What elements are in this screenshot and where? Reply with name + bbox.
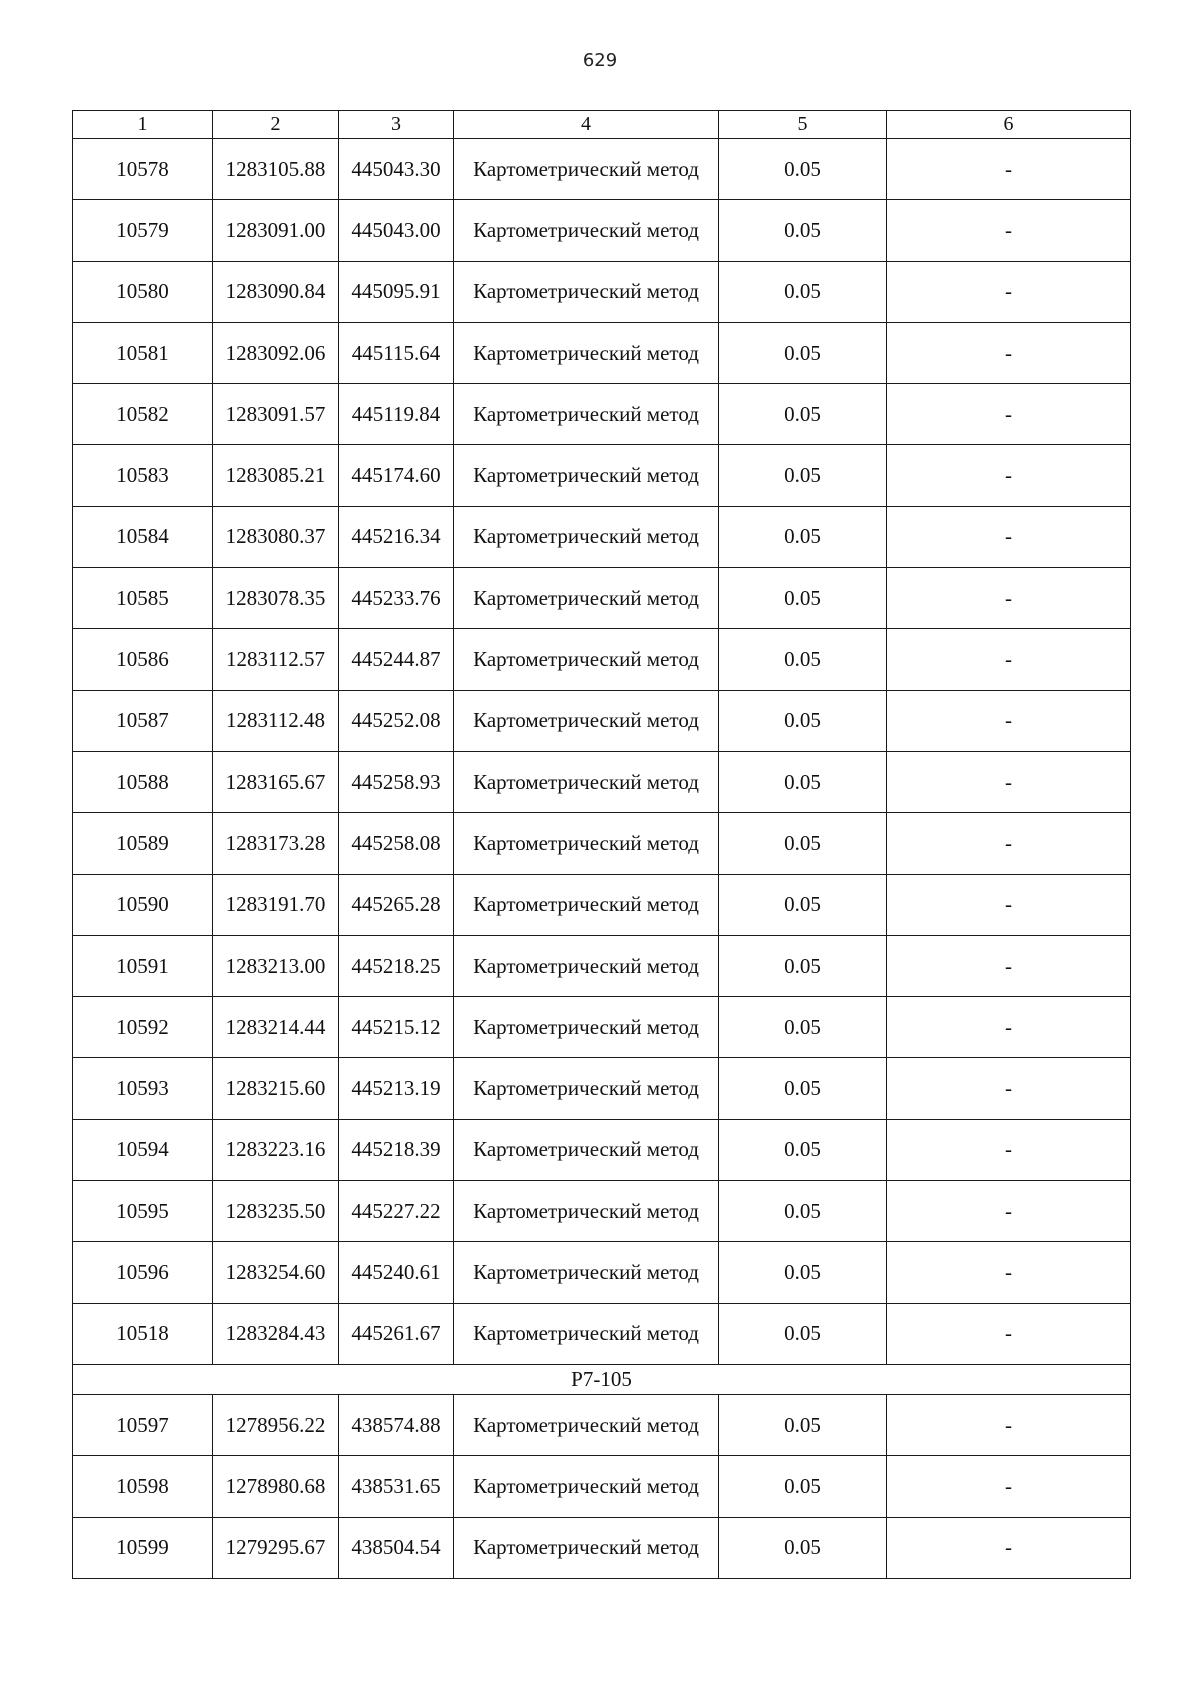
- method-cell: Картометрический метод: [454, 1242, 719, 1303]
- point-id-cell: 10585: [73, 568, 213, 629]
- method-cell: Картометрический метод: [454, 751, 719, 812]
- accuracy-cell: 0.05: [719, 506, 887, 567]
- note-cell: -: [887, 751, 1131, 812]
- method-cell: Картометрический метод: [454, 506, 719, 567]
- table-row: [73, 1119, 1131, 1180]
- accuracy-cell: 0.05: [719, 445, 887, 506]
- header-col-6: 6: [887, 111, 1131, 139]
- y-coordinate-cell: 445215.12: [339, 997, 454, 1058]
- y-coordinate-cell: 445043.00: [339, 200, 454, 261]
- x-coordinate-cell: 1283191.70: [213, 874, 339, 935]
- method-cell: Картометрический метод: [454, 935, 719, 996]
- x-coordinate-cell: 1283235.50: [213, 1181, 339, 1242]
- table-row: [73, 1394, 1131, 1455]
- table-row: [73, 322, 1131, 383]
- x-coordinate-cell: 1283284.43: [213, 1303, 339, 1364]
- method-cell: Картометрический метод: [454, 200, 719, 261]
- point-id-cell: 10586: [73, 629, 213, 690]
- method-cell: Картометрический метод: [454, 997, 719, 1058]
- x-coordinate-cell: 1279295.67: [213, 1517, 339, 1578]
- y-coordinate-cell: 445095.91: [339, 261, 454, 322]
- table-row: [73, 384, 1131, 445]
- method-cell: Картометрический метод: [454, 1058, 719, 1119]
- table-row: [73, 139, 1131, 200]
- method-cell: Картометрический метод: [454, 1303, 719, 1364]
- y-coordinate-cell: 438574.88: [339, 1394, 454, 1455]
- y-coordinate-cell: 445244.87: [339, 629, 454, 690]
- point-id-cell: 10582: [73, 384, 213, 445]
- y-coordinate-cell: 445043.30: [339, 139, 454, 200]
- table-row: [73, 445, 1131, 506]
- accuracy-cell: 0.05: [719, 1119, 887, 1180]
- method-cell: Картометрический метод: [454, 1394, 719, 1455]
- x-coordinate-cell: 1283254.60: [213, 1242, 339, 1303]
- accuracy-cell: 0.05: [719, 322, 887, 383]
- x-coordinate-cell: 1283214.44: [213, 997, 339, 1058]
- table-row: [73, 751, 1131, 812]
- table-header: [73, 111, 1131, 139]
- point-id-cell: 10592: [73, 997, 213, 1058]
- point-id-cell: 10596: [73, 1242, 213, 1303]
- method-cell: Картометрический метод: [454, 139, 719, 200]
- y-coordinate-cell: 445218.39: [339, 1119, 454, 1180]
- accuracy-cell: 0.05: [719, 997, 887, 1058]
- note-cell: -: [887, 1394, 1131, 1455]
- note-cell: -: [887, 935, 1131, 996]
- coordinates-table: [72, 110, 1131, 1579]
- table-row: [73, 874, 1131, 935]
- table-row: [73, 935, 1131, 996]
- y-coordinate-cell: 445115.64: [339, 322, 454, 383]
- accuracy-cell: 0.05: [719, 1456, 887, 1517]
- x-coordinate-cell: 1283092.06: [213, 322, 339, 383]
- point-id-cell: 10587: [73, 690, 213, 751]
- accuracy-cell: 0.05: [719, 1058, 887, 1119]
- table-row: [73, 506, 1131, 567]
- method-cell: Картометрический метод: [454, 261, 719, 322]
- x-coordinate-cell: 1283085.21: [213, 445, 339, 506]
- point-id-cell: 10591: [73, 935, 213, 996]
- accuracy-cell: 0.05: [719, 1242, 887, 1303]
- note-cell: -: [887, 1119, 1131, 1180]
- y-coordinate-cell: 445233.76: [339, 568, 454, 629]
- section-label: Р7-105: [73, 1364, 1131, 1394]
- table-row: [73, 568, 1131, 629]
- table-row: [73, 813, 1131, 874]
- note-cell: -: [887, 322, 1131, 383]
- x-coordinate-cell: 1278956.22: [213, 1394, 339, 1455]
- x-coordinate-cell: 1283080.37: [213, 506, 339, 567]
- table-row: [73, 1058, 1131, 1119]
- point-id-cell: 10584: [73, 506, 213, 567]
- point-id-cell: 10597: [73, 1394, 213, 1455]
- point-id-cell: 10595: [73, 1181, 213, 1242]
- method-cell: Картометрический метод: [454, 629, 719, 690]
- point-id-cell: 10599: [73, 1517, 213, 1578]
- method-cell: Картометрический метод: [454, 1456, 719, 1517]
- header-row: [73, 111, 1131, 139]
- note-cell: -: [887, 813, 1131, 874]
- header-col-2: 2: [213, 111, 339, 139]
- point-id-cell: 10580: [73, 261, 213, 322]
- accuracy-cell: 0.05: [719, 1394, 887, 1455]
- point-id-cell: 10594: [73, 1119, 213, 1180]
- y-coordinate-cell: 445265.28: [339, 874, 454, 935]
- table-body: [73, 139, 1131, 1579]
- point-id-cell: 10589: [73, 813, 213, 874]
- method-cell: Картометрический метод: [454, 445, 719, 506]
- accuracy-cell: 0.05: [719, 751, 887, 812]
- table-row: [73, 1303, 1131, 1364]
- section-row: [73, 1364, 1131, 1394]
- note-cell: -: [887, 874, 1131, 935]
- table-row: [73, 1517, 1131, 1578]
- note-cell: -: [887, 1303, 1131, 1364]
- x-coordinate-cell: 1283078.35: [213, 568, 339, 629]
- note-cell: -: [887, 384, 1131, 445]
- header-col-1: 1: [73, 111, 213, 139]
- table-row: [73, 690, 1131, 751]
- note-cell: -: [887, 629, 1131, 690]
- x-coordinate-cell: 1283165.67: [213, 751, 339, 812]
- accuracy-cell: 0.05: [719, 813, 887, 874]
- table-row: [73, 1456, 1131, 1517]
- note-cell: -: [887, 261, 1131, 322]
- accuracy-cell: 0.05: [719, 629, 887, 690]
- accuracy-cell: 0.05: [719, 139, 887, 200]
- table-row: [73, 200, 1131, 261]
- header-col-4: 4: [454, 111, 719, 139]
- accuracy-cell: 0.05: [719, 384, 887, 445]
- point-id-cell: 10518: [73, 1303, 213, 1364]
- note-cell: -: [887, 1058, 1131, 1119]
- header-col-3: 3: [339, 111, 454, 139]
- table-row: [73, 629, 1131, 690]
- note-cell: -: [887, 200, 1131, 261]
- accuracy-cell: 0.05: [719, 690, 887, 751]
- accuracy-cell: 0.05: [719, 874, 887, 935]
- accuracy-cell: 0.05: [719, 935, 887, 996]
- method-cell: Картометрический метод: [454, 1181, 719, 1242]
- x-coordinate-cell: 1283091.00: [213, 200, 339, 261]
- method-cell: Картометрический метод: [454, 568, 719, 629]
- note-cell: -: [887, 568, 1131, 629]
- x-coordinate-cell: 1283090.84: [213, 261, 339, 322]
- x-coordinate-cell: 1278980.68: [213, 1456, 339, 1517]
- accuracy-cell: 0.05: [719, 200, 887, 261]
- note-cell: -: [887, 690, 1131, 751]
- table-row: [73, 1242, 1131, 1303]
- method-cell: Картометрический метод: [454, 384, 719, 445]
- table-row: [73, 261, 1131, 322]
- x-coordinate-cell: 1283112.48: [213, 690, 339, 751]
- note-cell: -: [887, 506, 1131, 567]
- method-cell: Картометрический метод: [454, 1517, 719, 1578]
- y-coordinate-cell: 445218.25: [339, 935, 454, 996]
- header-col-5: 5: [719, 111, 887, 139]
- x-coordinate-cell: 1283223.16: [213, 1119, 339, 1180]
- y-coordinate-cell: 445213.19: [339, 1058, 454, 1119]
- note-cell: -: [887, 1456, 1131, 1517]
- note-cell: -: [887, 1242, 1131, 1303]
- x-coordinate-cell: 1283173.28: [213, 813, 339, 874]
- y-coordinate-cell: 438531.65: [339, 1456, 454, 1517]
- accuracy-cell: 0.05: [719, 1303, 887, 1364]
- y-coordinate-cell: 445119.84: [339, 384, 454, 445]
- y-coordinate-cell: 445261.67: [339, 1303, 454, 1364]
- accuracy-cell: 0.05: [719, 568, 887, 629]
- y-coordinate-cell: 445227.22: [339, 1181, 454, 1242]
- point-id-cell: 10579: [73, 200, 213, 261]
- table-row: [73, 1181, 1131, 1242]
- y-coordinate-cell: 445174.60: [339, 445, 454, 506]
- accuracy-cell: 0.05: [719, 261, 887, 322]
- method-cell: Картометрический метод: [454, 813, 719, 874]
- point-id-cell: 10590: [73, 874, 213, 935]
- x-coordinate-cell: 1283215.60: [213, 1058, 339, 1119]
- y-coordinate-cell: 445240.61: [339, 1242, 454, 1303]
- x-coordinate-cell: 1283213.00: [213, 935, 339, 996]
- method-cell: Картометрический метод: [454, 690, 719, 751]
- note-cell: -: [887, 445, 1131, 506]
- y-coordinate-cell: 445216.34: [339, 506, 454, 567]
- y-coordinate-cell: 445252.08: [339, 690, 454, 751]
- point-id-cell: 10581: [73, 322, 213, 383]
- x-coordinate-cell: 1283112.57: [213, 629, 339, 690]
- table-row: [73, 997, 1131, 1058]
- note-cell: -: [887, 1517, 1131, 1578]
- y-coordinate-cell: 445258.93: [339, 751, 454, 812]
- note-cell: -: [887, 139, 1131, 200]
- point-id-cell: 10578: [73, 139, 213, 200]
- x-coordinate-cell: 1283105.88: [213, 139, 339, 200]
- point-id-cell: 10588: [73, 751, 213, 812]
- x-coordinate-cell: 1283091.57: [213, 384, 339, 445]
- y-coordinate-cell: 445258.08: [339, 813, 454, 874]
- method-cell: Картометрический метод: [454, 1119, 719, 1180]
- point-id-cell: 10598: [73, 1456, 213, 1517]
- y-coordinate-cell: 438504.54: [339, 1517, 454, 1578]
- accuracy-cell: 0.05: [719, 1181, 887, 1242]
- note-cell: -: [887, 997, 1131, 1058]
- method-cell: Картометрический метод: [454, 322, 719, 383]
- point-id-cell: 10593: [73, 1058, 213, 1119]
- note-cell: -: [887, 1181, 1131, 1242]
- point-id-cell: 10583: [73, 445, 213, 506]
- method-cell: Картометрический метод: [454, 874, 719, 935]
- accuracy-cell: 0.05: [719, 1517, 887, 1578]
- page-number: 629: [582, 50, 618, 71]
